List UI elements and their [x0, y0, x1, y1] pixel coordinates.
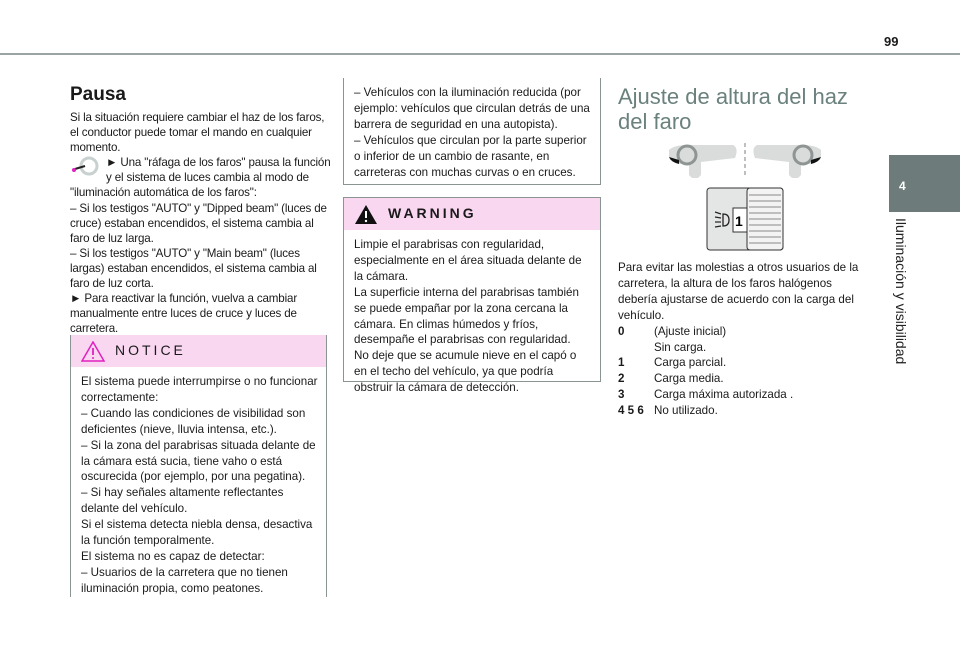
legend-text: No utilizado.: [654, 404, 718, 418]
legend-text: Carga máxima autorizada .: [654, 388, 794, 402]
legend-row: [618, 387, 863, 403]
notice-line: – Vehículos con la iluminación reducida (por ejemplo: vehículos que circulan detrás de una barrera de seguridad en una autopista).: [354, 86, 590, 131]
headlamp-dial-illustration: [665, 140, 825, 252]
warning-line: Limpie el parabrisas con regularidad, especialmente en el área situada delante de la cámara.: [354, 238, 582, 283]
legend-row: [618, 340, 863, 356]
legend-row: [618, 324, 863, 340]
legend-text: Sin carga.: [654, 340, 707, 354]
intro-paragraph: Para evitar las molestias a otros usuarios de la carretera, la altura de los faros halógenos debería ajustarse de acuerdo con la carga del vehículo.: [618, 261, 859, 322]
header-rule: [0, 53, 960, 55]
column-1: [70, 84, 334, 336]
column-3: [618, 84, 863, 134]
warning-line: No deje que se acumule nieve en el capó o en el techo del vehículo, ya que podría obstruir la cámara de detección.: [354, 349, 577, 395]
chapter-title: Iluminación y visibilidad: [892, 218, 909, 365]
legend-key: 0: [618, 324, 625, 338]
notice-line: – Si la zona del parabrisas situada delante de la cámara está sucia, tiene vaho o está oscurecida (por ejemplo, por una pegatina).: [81, 438, 316, 484]
notice-line: Si el sistema detecta niebla densa, desactiva la función temporalmente.: [81, 518, 313, 548]
warning-triangle-icon: [81, 341, 105, 362]
notice-continuation-box: [343, 78, 601, 185]
dial-value: 1: [735, 213, 743, 229]
left-hand-drive-icon: [669, 145, 737, 178]
section-heading: Pausa: [70, 84, 126, 105]
warning-header: [344, 198, 600, 230]
notice-box: [70, 335, 327, 597]
warning-box: [343, 197, 601, 395]
steering-wheel-icon: [70, 155, 106, 183]
right-hand-drive-icon: [753, 145, 821, 178]
legend-row: [618, 371, 863, 387]
legend-text: Carga media.: [654, 372, 724, 386]
notice-header: [71, 335, 326, 367]
notice-line: El sistema puede interrumpirse o no funcionar correctamente:: [81, 375, 318, 404]
legend-row: [618, 403, 863, 419]
paragraph: Si la situación requiere cambiar el haz de los faros, el conductor puede tomar el mando en cualquier momento.: [70, 111, 325, 155]
notice-line: – Si hay señales altamente reflectantes delante del vehículo.: [81, 486, 284, 516]
notice-line: El sistema no es capaz de detectar:: [81, 549, 265, 563]
column-3-text: [618, 260, 863, 419]
legend-text: (Ajuste inicial): [654, 324, 727, 338]
paragraph: ► Una "ráfaga de los faros" pausa la función y el sistema de luces cambia al modo de "iluminación automática de los faros":: [70, 156, 331, 200]
load-legend: [618, 324, 863, 419]
legend-text: Carga parcial.: [654, 356, 727, 370]
warning-label: WARNING: [388, 205, 477, 222]
notice-label: NOTICE: [115, 342, 186, 359]
paragraph: – Si los testigos "AUTO" y "Main beam" (luces largas) estaban encendidos, el sistema cambia al faro de luz corta.: [70, 246, 317, 291]
chapter-tab[interactable]: 4: [889, 155, 960, 212]
notice-line: – Vehículos que circulan por la parte superior o inferior de un cambio de rasante, en carreteras con muchas curvas o en cruces.: [354, 133, 587, 179]
legend-key: 3: [618, 388, 625, 402]
section-heading: Ajuste de altura del haz del faro: [618, 84, 848, 134]
notice-line: – Usuarios de la carretera que no tienen iluminación propia, como peatones.: [81, 565, 288, 595]
legend-key: [618, 340, 654, 356]
notice-line: – Cuando las condiciones de visibilidad son deficientes (nieve, lluvia intensa, etc.).: [81, 406, 306, 436]
warning-line: La superficie interna del parabrisas también se puede empañar por la zona cercana la cámara. En climas húmedos y fríos, desempañe el parabrisas con regularidad.: [354, 285, 579, 347]
page-number: 99: [884, 34, 899, 49]
legend-key: 2: [618, 372, 625, 386]
legend-key: 1: [618, 356, 625, 370]
legend-key: 4 5 6: [618, 404, 644, 418]
paragraph: – Si los testigos "AUTO" y "Dipped beam" (luces de cruce) estaban encendidos, el sistema cambia al faro de luz larga.: [70, 201, 327, 245]
warning-triangle-icon: [354, 204, 378, 225]
legend-row: [618, 355, 863, 371]
paragraph: ► Para reactivar la función, vuelva a cambiar manualmente entre luces de cruce y luces de carretera.: [70, 292, 298, 336]
